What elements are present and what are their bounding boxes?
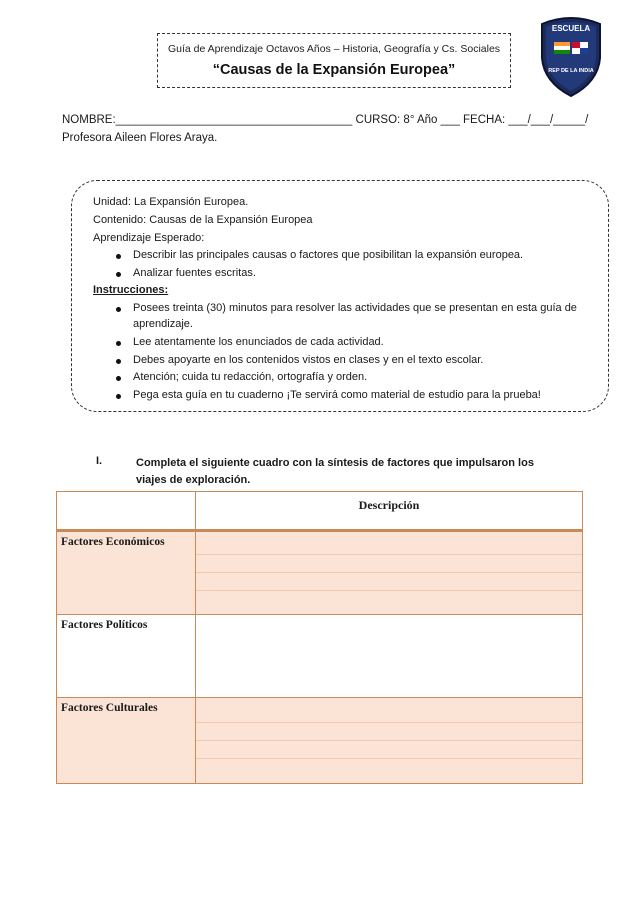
table-row: [57, 532, 582, 614]
learning-label: Aprendizaje Esperado:: [93, 232, 205, 244]
table-header-description: Descripción: [358, 498, 420, 512]
header-subtitle: Guía de Aprendizaje Octavos Años – Historia, Geografía y Cs. Sociales: [167, 43, 501, 55]
teacher-line: Profesora Aileen Flores Araya.: [62, 132, 218, 144]
school-logo: [538, 14, 604, 98]
table-header-empty-cell: [57, 492, 196, 530]
table-row: [57, 615, 582, 697]
header-box: [157, 33, 511, 88]
instructions-label: Instrucciones:: [93, 284, 169, 296]
student-info-line: NOMBRE:_____________________________________ CURSO: 8° Año ___ FECHA: ___/___/_____/: [62, 114, 589, 126]
row-label-political: Factores Políticos: [57, 615, 196, 697]
answer-cell-economic[interactable]: [196, 532, 582, 614]
unit-title: Unidad: La Expansión Europea.: [93, 196, 249, 208]
row-label-economic: Factores Económicos: [57, 532, 196, 614]
row-label-cultural: Factores Culturales: [57, 698, 196, 783]
logo-bottom-text: REP DE LA INDIA: [548, 68, 594, 74]
answer-cell-political[interactable]: [196, 615, 582, 697]
header-title: “Causas de la Expansión Europea”: [212, 62, 456, 78]
unit-content: Contenido: Causas de la Expansión Europea: [93, 214, 313, 226]
factors-table: [56, 491, 583, 784]
logo-top-text: ESCUELA: [551, 24, 591, 33]
section-number: I.: [96, 455, 103, 467]
section-instruction: Completa el siguiente cuadro con la síntesis de factores que impulsaron los viajes de exploración.: [136, 457, 534, 486]
